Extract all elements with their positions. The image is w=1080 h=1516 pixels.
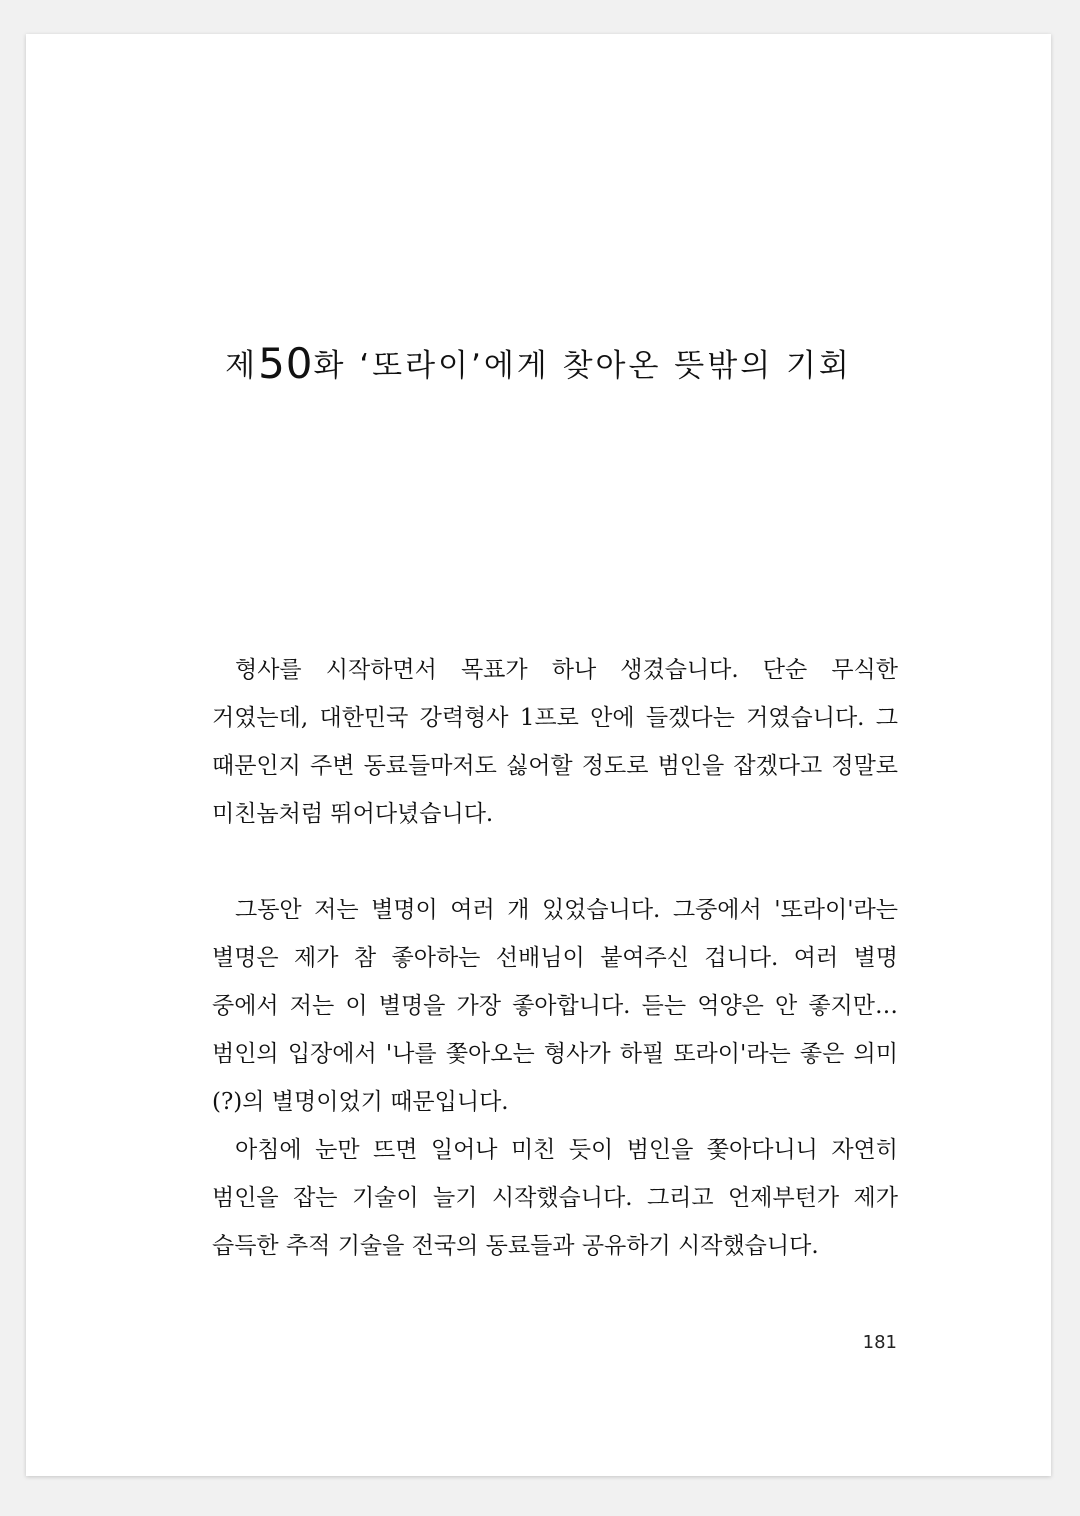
paragraph-2: 그동안 저는 별명이 여러 개 있었습니다. 그중에서 '또라이'라는 별명은 제가 참 좋아하는 선배님이 붙여주신 겁니다. 여러 별명 중에서 저는 이 별명을 가장 좋아합니다. 듣는 억양은 안 좋지만… 범인의 입장에서 '나를 쫓아오는 형사가 하필 또라이'라는 좋은 의미(?)의 별명이었기 때문입니다. bbox=[212, 897, 898, 1115]
chapter-title-prefix: 제 bbox=[225, 348, 259, 384]
paragraph-3: 아침에 눈만 뜨면 일어나 미친 듯이 범인을 쫓아다니니 자연히 범인을 잡는 기술이 늘기 시작했습니다. 그리고 언제부턴가 제가 습득한 추적 기술을 전국의 동료들과 공유하기 시작했습니다. bbox=[212, 1137, 898, 1259]
body-text bbox=[212, 646, 898, 1270]
book-page bbox=[26, 34, 1051, 1476]
chapter-title bbox=[26, 339, 1051, 388]
chapter-number: 50 bbox=[258, 339, 314, 388]
page-number: 181 bbox=[862, 1332, 897, 1353]
chapter-title-text: 화 ‘또라이’에게 찾아온 뜻밖의 기회 bbox=[313, 348, 852, 384]
paragraph-1: 형사를 시작하면서 목표가 하나 생겼습니다. 단순 무식한 거였는데, 대한민국 강력형사 1프로 안에 들겠다는 거였습니다. 그 때문인지 주변 동료들마저도 싫어할 정도로 범인을 잡겠다고 정말로 미친놈처럼 뛰어다녔습니다. bbox=[212, 657, 898, 827]
